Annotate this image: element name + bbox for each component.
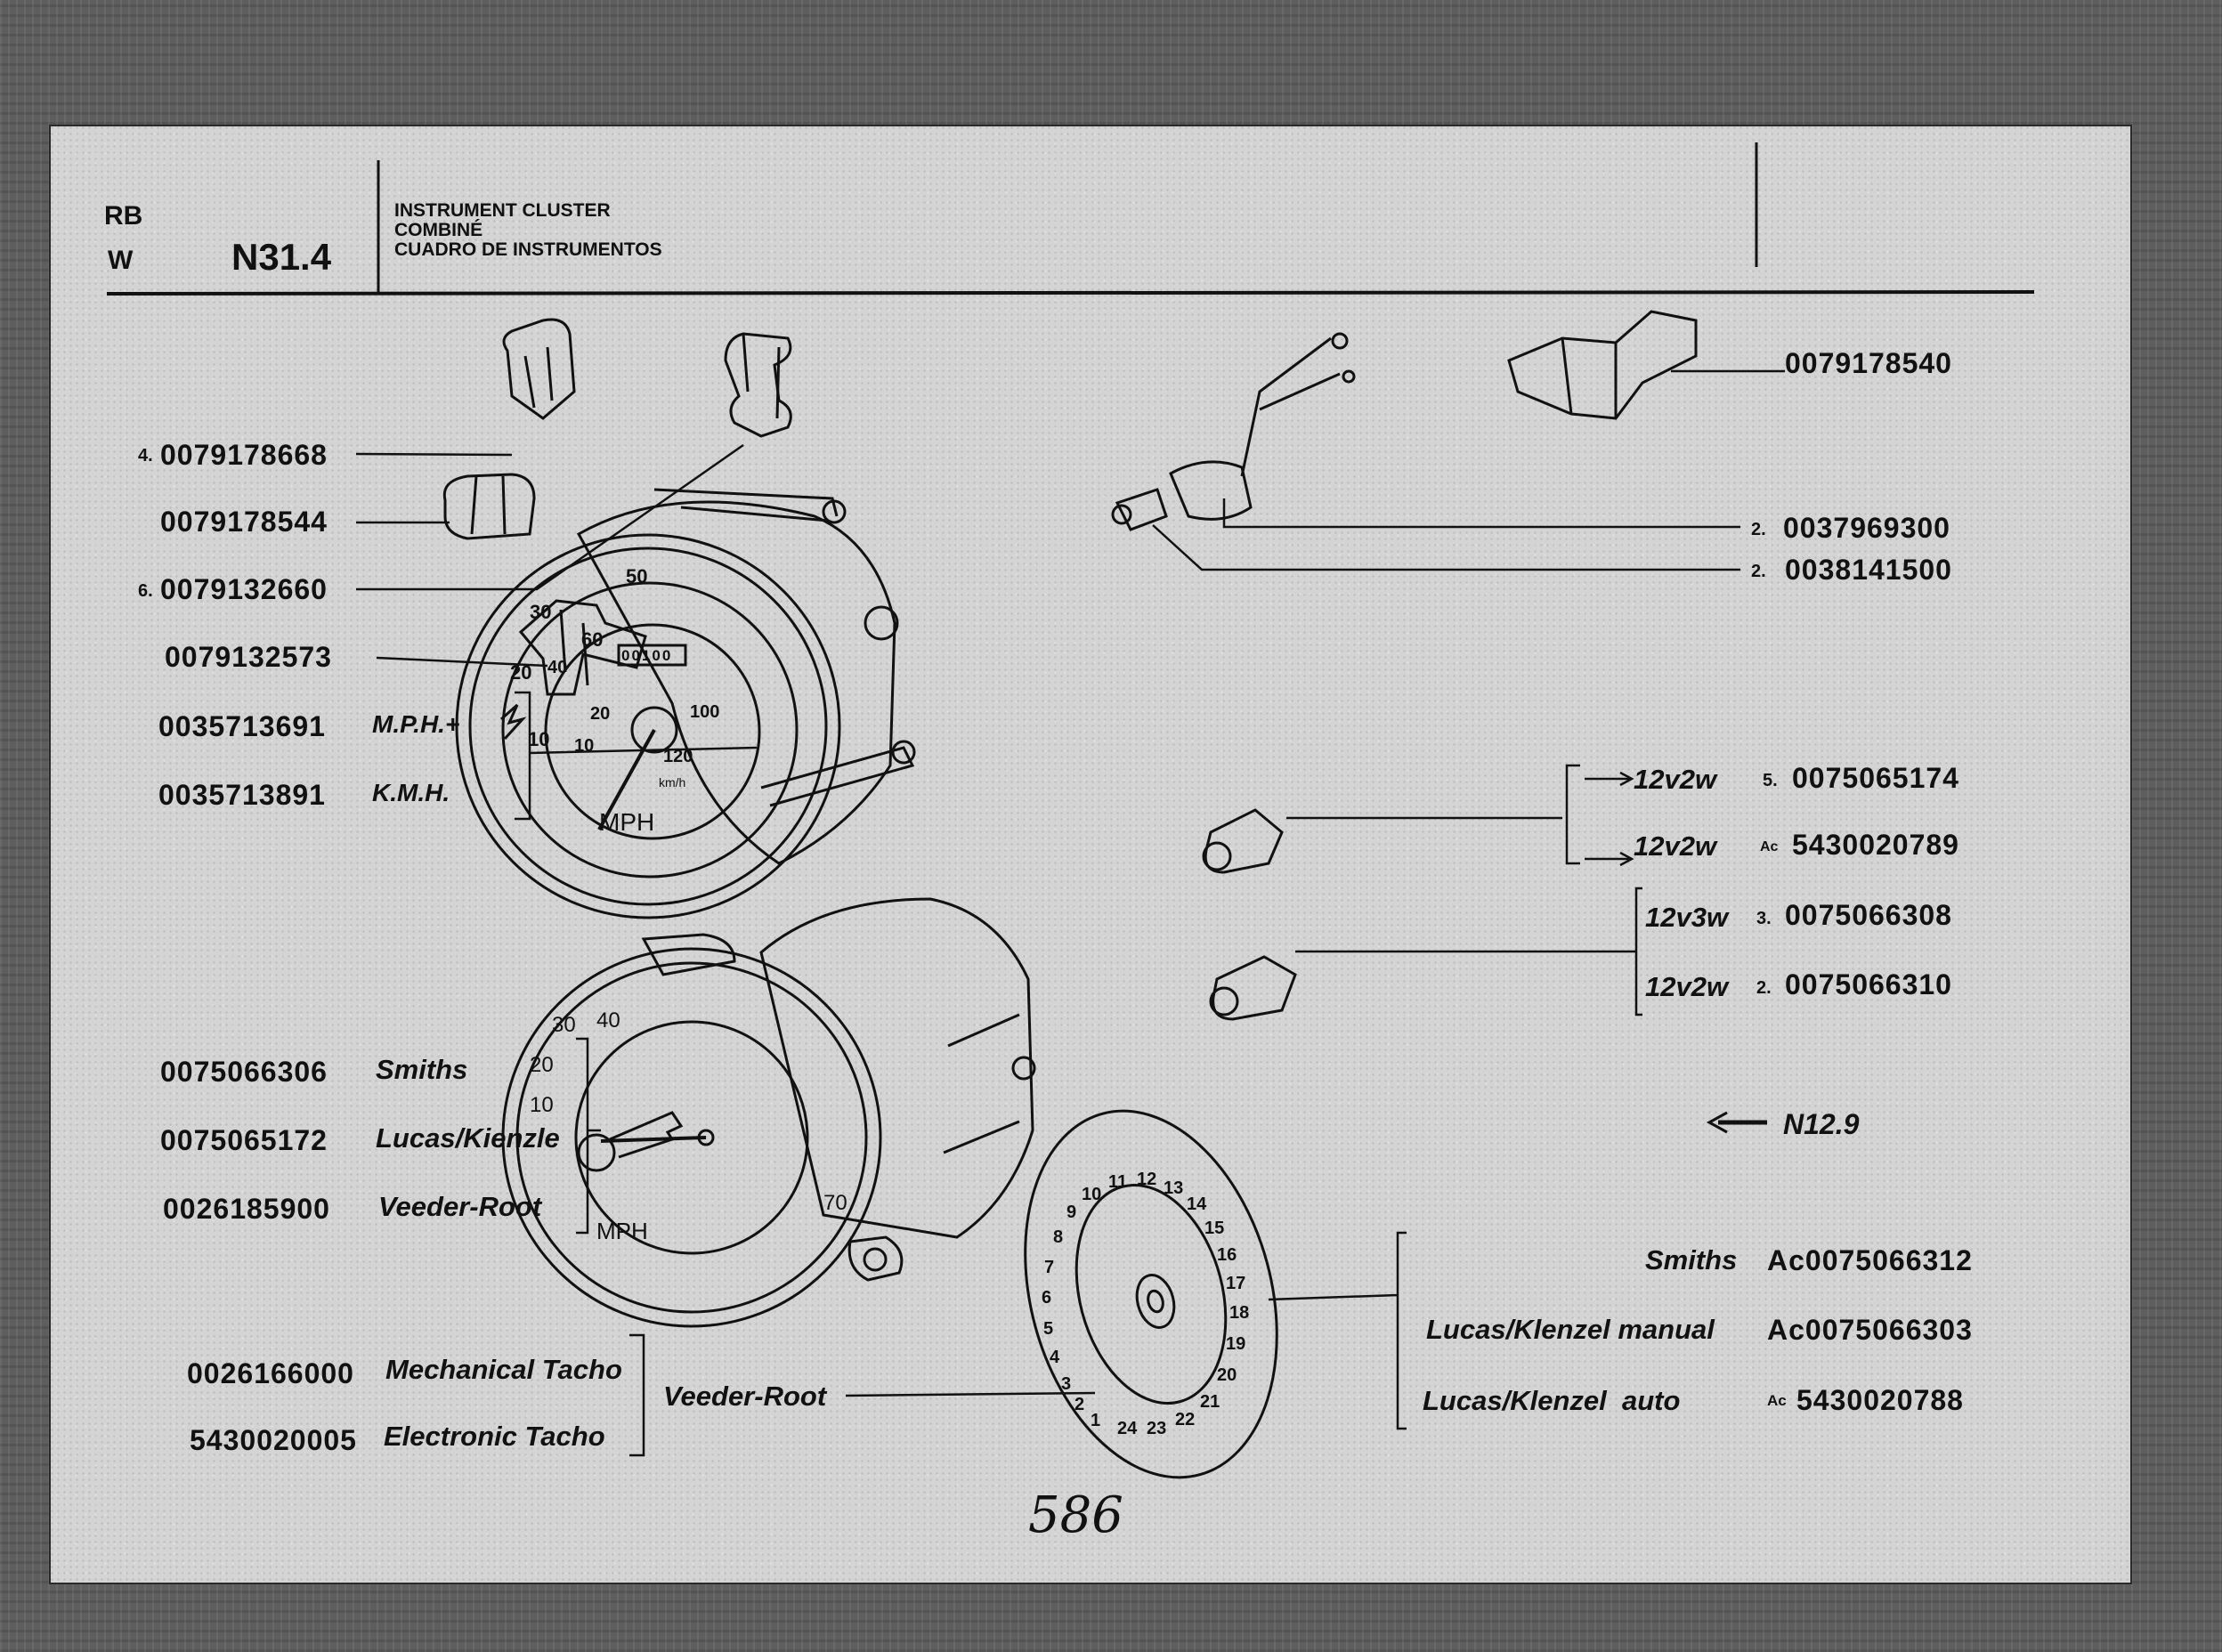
disc-number: 22 bbox=[1175, 1410, 1196, 1429]
item-prefix: 2. bbox=[1751, 520, 1766, 539]
disc-number: 20 bbox=[1217, 1365, 1237, 1385]
item-prefix: Ac bbox=[1767, 1392, 1787, 1409]
part-number-0075066312: Ac0075066312 bbox=[1767, 1244, 1973, 1276]
brand-lucas-kienzle: Lucas/Kienzle bbox=[376, 1122, 560, 1154]
dial-brand-lucas-manual: Lucas/Klenzel manual bbox=[1426, 1314, 1715, 1345]
tachograph-drawing bbox=[503, 899, 1034, 1326]
tacho-tick: 30 bbox=[552, 1013, 576, 1037]
disc-number: 18 bbox=[1229, 1303, 1250, 1323]
disc-number: 21 bbox=[1200, 1392, 1220, 1412]
speedo-inner-tick: 100 bbox=[690, 702, 720, 722]
part-number-5430020005: 5430020005 bbox=[190, 1424, 357, 1456]
part-number-5430020789: 5430020789 bbox=[1792, 829, 1959, 861]
dial-brand-lucas-auto: Lucas/Klenzel auto bbox=[1423, 1385, 1681, 1416]
connector-drawing bbox=[1171, 334, 1354, 519]
clip-6-drawing bbox=[726, 334, 791, 436]
disc-number: 5 bbox=[1043, 1319, 1054, 1339]
tacho-unit-mph: MPH bbox=[596, 1218, 648, 1244]
speedometer-drawing bbox=[457, 490, 914, 918]
item-prefix: 2. bbox=[1756, 978, 1772, 998]
disc-number: 16 bbox=[1217, 1245, 1237, 1265]
title-english: INSTRUMENT CLUSTER bbox=[394, 200, 611, 221]
tacho-tick: 70 bbox=[823, 1191, 847, 1215]
bulb-rating-12v2w: 12v2w bbox=[1634, 830, 1717, 862]
disc-number: 23 bbox=[1147, 1419, 1167, 1438]
part-number-0035713891: 0035713891 bbox=[158, 779, 326, 811]
speedo-inner-tick: 40 bbox=[547, 658, 568, 677]
part-number-0037969300: 0037969300 bbox=[1783, 512, 1950, 544]
speedo-outer-tick: 60 bbox=[581, 628, 604, 651]
part-number-0075066306: 0075066306 bbox=[160, 1056, 328, 1088]
disc-number: 12 bbox=[1137, 1170, 1157, 1189]
disc-number: 14 bbox=[1187, 1194, 1207, 1214]
disc-number: 3 bbox=[1061, 1374, 1072, 1394]
electronic-tacho-label: Electronic Tacho bbox=[384, 1421, 605, 1452]
bulb-lower-drawing bbox=[1211, 957, 1295, 1019]
tacho-tick: 20 bbox=[530, 1053, 554, 1077]
bulb-upper-drawing bbox=[1204, 810, 1282, 872]
chart-disc-drawing bbox=[986, 1082, 1316, 1506]
speedo-unit-kmh: km/h bbox=[659, 775, 686, 790]
item-prefix: 6. bbox=[138, 581, 153, 601]
small-bulb-drawing bbox=[1113, 490, 1166, 530]
part-number-0079132573: 0079132573 bbox=[165, 641, 332, 673]
disc-number: 15 bbox=[1204, 1219, 1225, 1238]
header-code-rb: RB bbox=[104, 201, 143, 231]
speedo-inner-tick: 120 bbox=[663, 747, 693, 766]
part-number-0026166000: 0026166000 bbox=[187, 1357, 354, 1389]
disc-number: 4 bbox=[1050, 1348, 1060, 1367]
speedo-unit-mph: MPH bbox=[599, 808, 655, 836]
disc-number: 2 bbox=[1075, 1395, 1085, 1414]
item-prefix: 2. bbox=[1751, 562, 1766, 581]
header-code-w: W bbox=[108, 246, 134, 275]
part-number-0075066310: 0075066310 bbox=[1785, 968, 1952, 1000]
part-number-0038141500: 0038141500 bbox=[1785, 554, 1952, 586]
disc-number: 6 bbox=[1042, 1288, 1052, 1308]
part-number-0079178540: 0079178540 bbox=[1785, 347, 1952, 379]
speedo-outer-tick: 20 bbox=[510, 661, 532, 684]
speedo-outer-tick: 10 bbox=[528, 728, 550, 750]
part-number-0075065172: 0075065172 bbox=[160, 1124, 328, 1156]
bulb-rating-12v2w: 12v2w bbox=[1645, 971, 1729, 1002]
speedo-outer-tick: 30 bbox=[530, 601, 552, 623]
brand-smiths: Smiths bbox=[376, 1054, 468, 1085]
reference-n12-9: N12.9 bbox=[1783, 1108, 1860, 1140]
part-number-0035713691: 0035713691 bbox=[158, 710, 326, 742]
brand-veeder-root: Veeder-Root bbox=[378, 1191, 542, 1222]
bracket-540-drawing bbox=[1509, 312, 1696, 418]
tacho-tick: 40 bbox=[596, 1008, 620, 1032]
disc-number: 19 bbox=[1226, 1334, 1246, 1354]
odometer: 00100 bbox=[621, 647, 673, 664]
disc-number: 1 bbox=[1091, 1411, 1101, 1430]
veeder-root-label: Veeder-Root bbox=[663, 1381, 827, 1412]
mechanical-tacho-label: Mechanical Tacho bbox=[385, 1354, 622, 1385]
disc-number: 11 bbox=[1108, 1172, 1128, 1192]
part-number-5430020788: 5430020788 bbox=[1796, 1384, 1964, 1416]
disc-number: 17 bbox=[1226, 1274, 1246, 1293]
clip-bracket-drawing bbox=[444, 474, 534, 539]
bulb-rating-12v2w: 12v2w bbox=[1634, 764, 1717, 795]
disc-number: 24 bbox=[1117, 1419, 1138, 1438]
speedo-inner-tick: 10 bbox=[574, 736, 595, 756]
disc-number: 8 bbox=[1053, 1227, 1064, 1247]
part-number-0079178544: 0079178544 bbox=[160, 506, 328, 538]
disc-number: 13 bbox=[1164, 1178, 1184, 1198]
part-number-0075066308: 0075066308 bbox=[1785, 899, 1952, 931]
part-number-0075065174: 0075065174 bbox=[1792, 762, 1959, 794]
part-number-0079178668: 0079178668 bbox=[160, 439, 328, 471]
item-prefix: 4. bbox=[138, 446, 153, 466]
item-prefix: Ac bbox=[1760, 839, 1779, 854]
speedo-inner-tick: 20 bbox=[590, 704, 611, 724]
part-number-0079132660: 0079132660 bbox=[160, 573, 328, 605]
disc-number: 10 bbox=[1082, 1185, 1102, 1204]
bulb-rating-12v3w: 12v3w bbox=[1645, 902, 1729, 933]
clip-4-drawing bbox=[504, 320, 574, 418]
item-prefix: 3. bbox=[1756, 909, 1772, 928]
tacho-tick: 10 bbox=[530, 1093, 554, 1117]
speedo-outer-tick: 50 bbox=[626, 565, 648, 587]
catalog-sheet bbox=[49, 125, 2132, 1584]
disc-number: 7 bbox=[1044, 1258, 1055, 1277]
page-number: 586 bbox=[1028, 1486, 1123, 1544]
title-spanish: CUADRO DE INSTRUMENTOS bbox=[394, 239, 662, 260]
disc-number: 9 bbox=[1066, 1203, 1077, 1222]
section-number: N31.4 bbox=[231, 236, 332, 278]
item-prefix: 5. bbox=[1763, 771, 1778, 790]
speedo-kmh-label: K.M.H. bbox=[372, 779, 450, 806]
part-number-0075066303: Ac0075066303 bbox=[1767, 1314, 1973, 1346]
dial-brand-smiths: Smiths bbox=[1645, 1244, 1738, 1275]
part-number-0026185900: 0026185900 bbox=[163, 1193, 330, 1225]
speedo-mph-label: M.P.H.+ bbox=[372, 710, 460, 738]
title-french: COMBINÉ bbox=[394, 220, 483, 240]
